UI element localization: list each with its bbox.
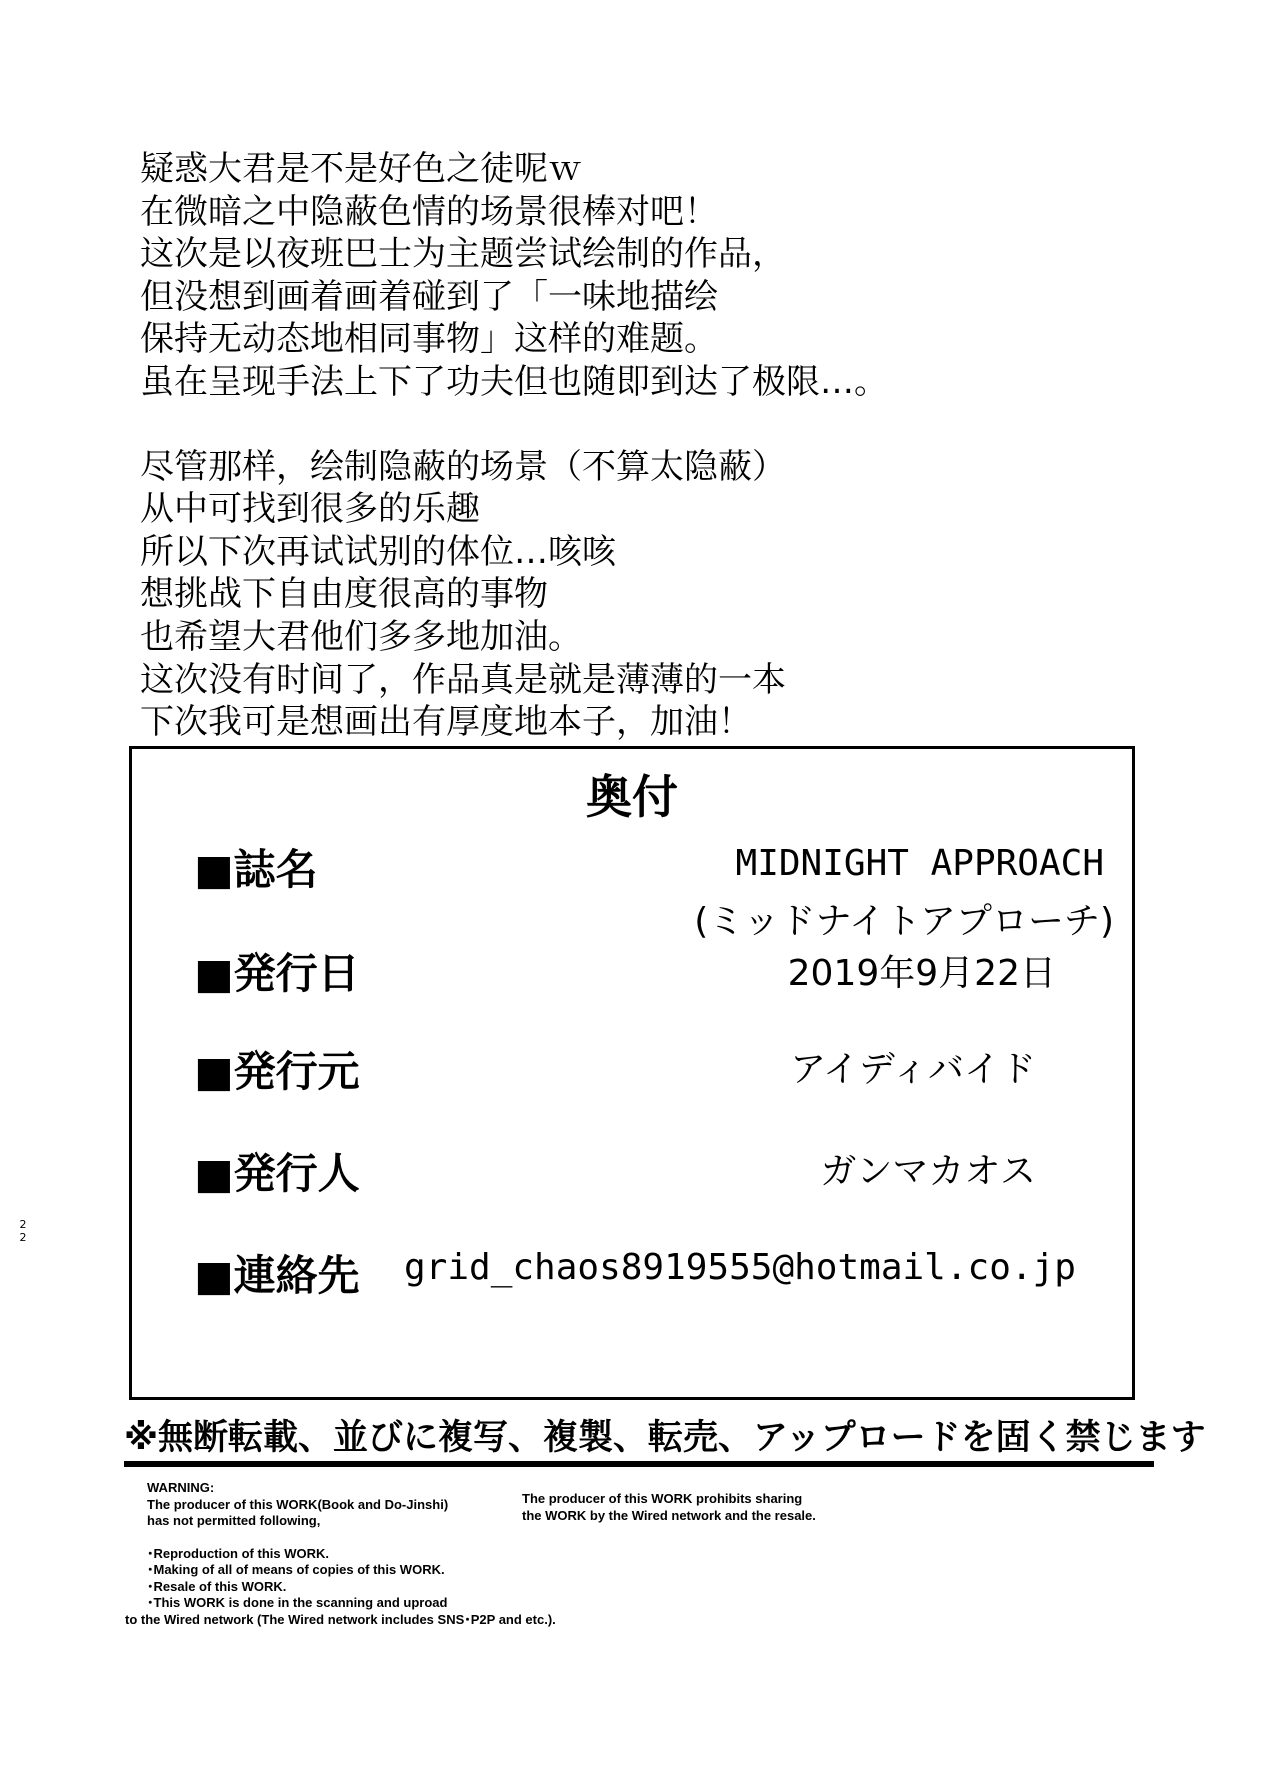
- warning-gap: [147, 1530, 556, 1546]
- colophon-box: [129, 746, 1135, 1400]
- afterword-line: 所以下次再试试别的体位…咳咳: [140, 531, 616, 572]
- page-number-digit: 2: [19, 1218, 27, 1231]
- afterword-line: 在微暗之中隐蔽色情的场景很棒对吧！: [140, 191, 718, 232]
- afterword-line: 但没想到画着画着碰到了「一味地描绘: [140, 276, 718, 317]
- colophon-title: 奥付: [586, 770, 678, 824]
- warning-line: The producer of this WORK prohibits sharing: [522, 1491, 803, 1506]
- row-value: ガンマカオス: [820, 1151, 1036, 1192]
- page-number-digit: 2: [19, 1231, 27, 1244]
- warning-line: has not permitted following,: [147, 1513, 321, 1528]
- contact-email: grid_chaos8919555@hotmail.co.jp: [404, 1247, 1076, 1288]
- row-value: MIDNIGHT APPROACH: [735, 843, 1104, 884]
- paragraph-gap: [140, 404, 1120, 446]
- copyright-notice: ※無断転載、並びに複写、複製、転売、アップロードを固く禁じます: [124, 1418, 1206, 1458]
- warning-line: ･This WORK is done in the scanning and uproad: [147, 1595, 448, 1610]
- row-label: ■発行人: [194, 1149, 360, 1198]
- warning-line: ･Reproduction of this WORK.: [147, 1545, 329, 1561]
- warning-line: WARNING:: [147, 1480, 215, 1495]
- afterword-line: 保持无动态地相同事物」这样的难题。: [140, 319, 718, 360]
- afterword-line: 尽管那样，绘制隐蔽的场景（不算太隐蔽）: [140, 446, 786, 487]
- notice-underline: [124, 1461, 1154, 1467]
- afterword: [140, 148, 1120, 744]
- afterword-line: 从中可找到很多的乐趣: [140, 489, 480, 530]
- afterword-line: 虽在呈现手法上下了功夫但也随即到达了极限…。: [140, 361, 888, 402]
- afterword-line: 这次没有时间了，作品真是就是薄薄的一本: [140, 659, 786, 700]
- afterword-line: 疑惑大君是不是好色之徒呢ｗ: [140, 149, 582, 189]
- warning-right: [522, 1491, 816, 1524]
- warning-line: ･Making of all of means of copies of this WORK.: [147, 1562, 445, 1577]
- row-value-reading: (ミッドナイトアプローチ): [694, 901, 1114, 942]
- afterword-line: 这次是以夜班巴士为主题尝试绘制的作品，: [140, 234, 786, 275]
- row-value: アイディバイド: [790, 1049, 1036, 1090]
- row-label: ■発行元: [194, 1047, 360, 1096]
- warning-left: [125, 1480, 556, 1628]
- afterword-line: 想挑战下自由度很高的事物: [140, 574, 548, 615]
- page-number: [18, 1218, 28, 1244]
- row-label: ■誌名: [194, 845, 318, 894]
- row-label: ■発行日: [194, 949, 360, 998]
- warning-line: ･Resale of this WORK.: [147, 1578, 287, 1594]
- warning-line: the WORK by the Wired network and the resale.: [522, 1507, 816, 1523]
- warning-line: to the Wired network (The Wired network includes SNS･P2P and etc.).: [125, 1611, 556, 1627]
- afterword-line: 下次我可是想画出有厚度地本子，加油！: [140, 702, 752, 743]
- row-value: 2019年9月22日: [787, 953, 1056, 994]
- afterword-line: 也希望大君他们多多地加油。: [140, 616, 582, 657]
- warning-line: The producer of this WORK(Book and Do-Jinshi): [147, 1496, 449, 1512]
- row-label: ■連絡先: [194, 1251, 360, 1300]
